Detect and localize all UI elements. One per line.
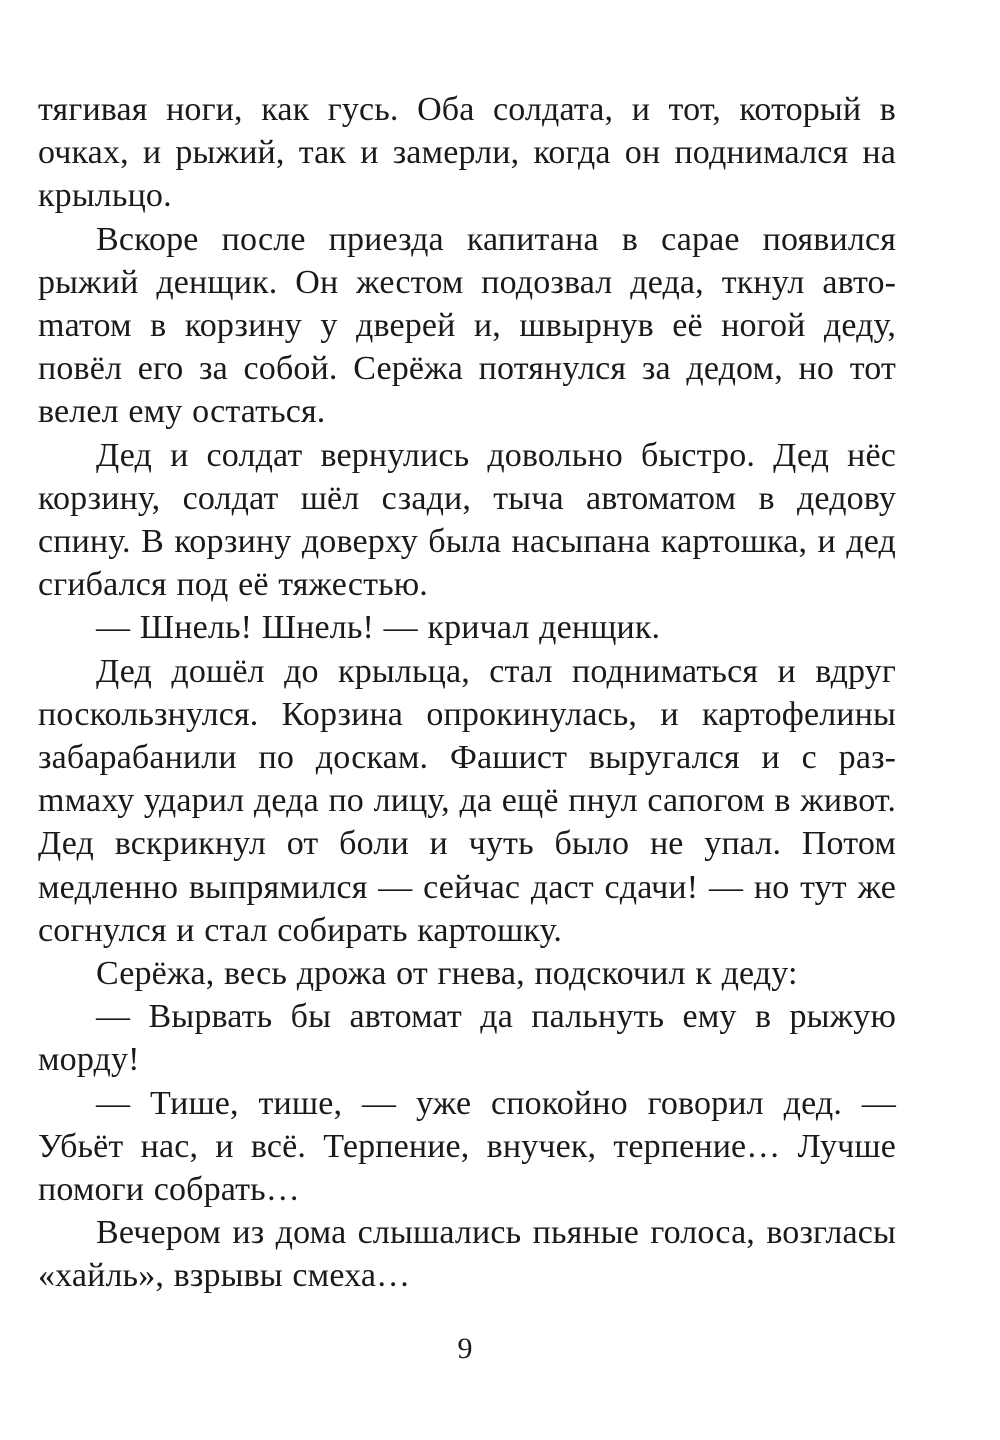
- paragraph-6: Серёжа, весь дрожа от гнева, подскочил к деду:: [96, 955, 798, 993]
- paragraph-7: — Вырвать бы автомат да пальнуть ему в рыжую морду!: [38, 998, 896, 1079]
- paragraph-5: Дед дошёл до крыльца, стал подниматься и вдруг поскользнулся. Корзина опрокинулась, и картофелины забарабанили по доскам. Фашист выругался и с разmмаху ударил деда по лицу, да ещё пнул сапогом в живот. Дед вскрикнул от боли и чуть было не упал. Потом медленно выпрямился — сейчас даст сдачи! — но тут же согнулся и стал собирать картошку.: [38, 652, 897, 949]
- paragraph-3: Дед и солдат вернулись довольно быстро. Дед нёс корзину, солдат шёл сзади, тыча автоматом в дедову спину. В корзину доверху была насыпана картошка, и дед сгибался под её тяжестью.: [38, 436, 896, 604]
- paragraph-4: — Шнель! Шнель! — кричал денщик.: [96, 609, 661, 647]
- paragraph-9: Вечером из дома слышались пьяные голоса, возгласы «хайль», взрывы смеха…: [38, 1214, 896, 1295]
- body-text: [38, 88, 896, 1298]
- paragraph-2: Вскоре после приезда капитана в сарае появился рыжий денщик. Он жестом подозвал деда, ткнул автоmатом в корзину у дверей и, швырнув её ногой деду, повёл его за собой. Серёжа потянулся за дедом, но тот велел ему остаться.: [38, 220, 896, 431]
- paragraph-8: — Тише, тише, — уже спокойно говорил дед. — Убьёт нас, и всё. Терпение, внучек, терпение… Лучше помоги собрать…: [38, 1084, 896, 1209]
- page-number: 9: [457, 1332, 473, 1365]
- paragraph-1: тягивая ноги, как гусь. Оба солдата, и тот, который в очках, и рыжий, так и замерли, когда он поднимался на крыльцо.: [38, 91, 896, 215]
